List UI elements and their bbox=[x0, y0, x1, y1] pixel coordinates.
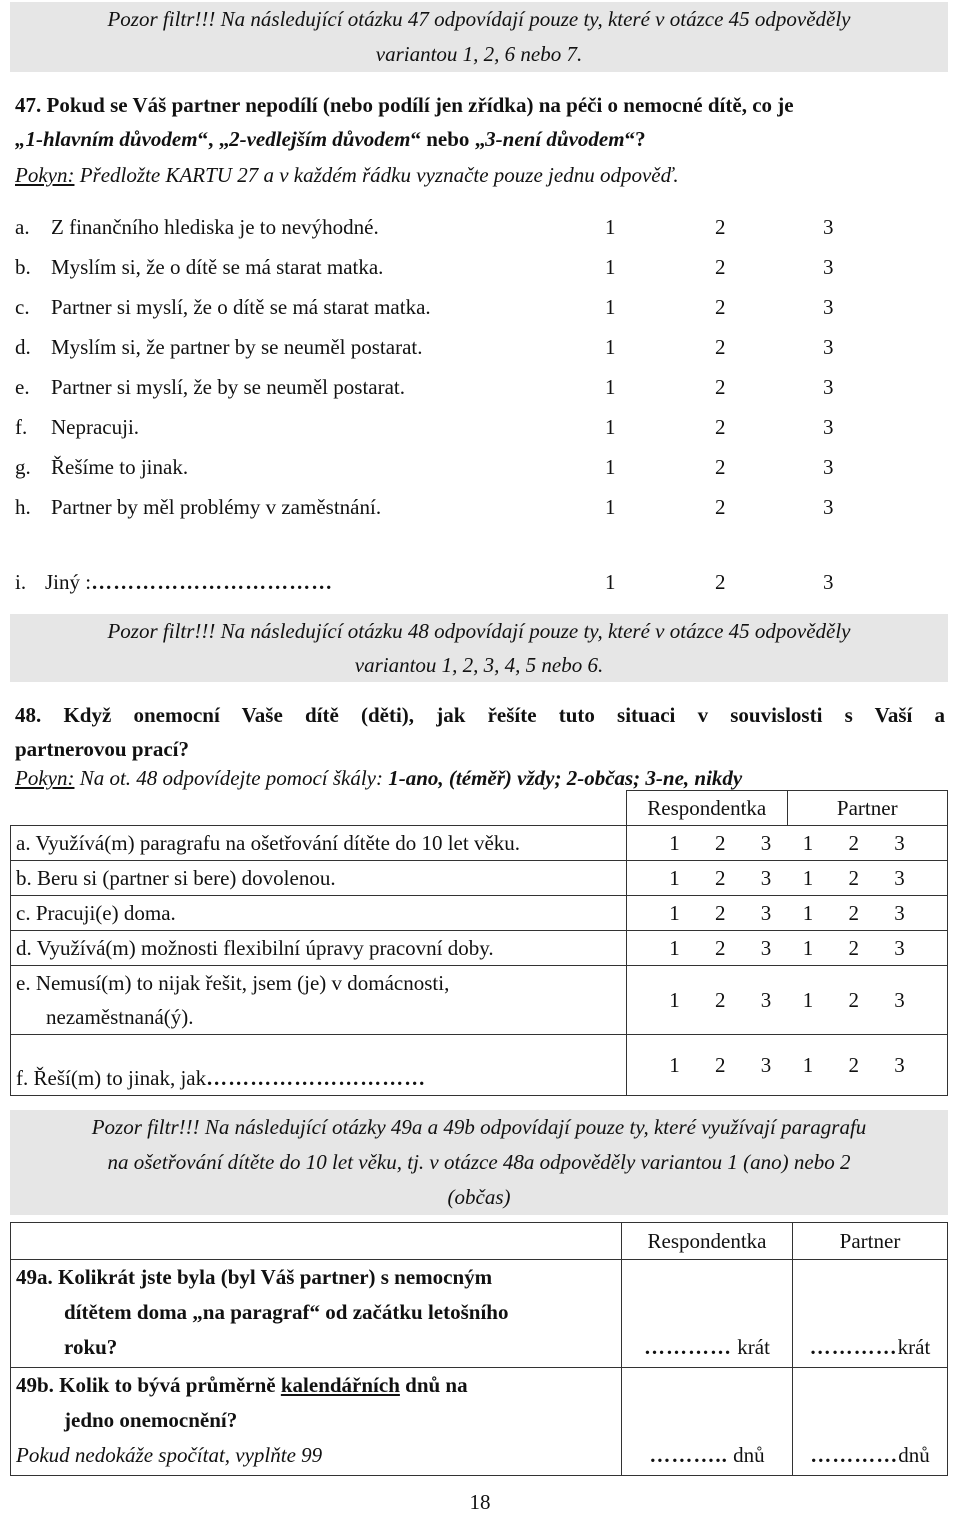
option-2[interactable]: 2 bbox=[715, 375, 726, 399]
option-1[interactable]: 1 bbox=[605, 255, 616, 279]
filter-note-49 bbox=[10, 1110, 948, 1215]
partner-options[interactable]: 1 2 3 bbox=[802, 987, 905, 1012]
table-row bbox=[11, 861, 948, 896]
question-48-instruction: Pokyn: Na ot. 48 odpovídejte pomocí škály: 1-ano, (téměř) vždy; 2-občas; 3-ne, nikdy bbox=[15, 766, 743, 790]
table-row bbox=[11, 896, 948, 931]
table-row: 49a. Kolikrát jste byla (byl Váš partner) s nemocným dítětem doma „na paragraf“ od začátku letošního roku? ………… krát …………krát bbox=[11, 1260, 948, 1368]
table-row bbox=[11, 826, 948, 861]
resp-options[interactable]: 1 2 3 bbox=[669, 1052, 772, 1077]
option-1[interactable]: 1 bbox=[605, 215, 616, 239]
option-3[interactable]: 3 bbox=[823, 455, 834, 479]
filter-line: (občas) bbox=[447, 1185, 511, 1209]
option-1[interactable]: 1 bbox=[605, 495, 616, 519]
question-text: Pokud se Váš partner nepodílí (nebo podílí jen zřídka) na péči o nemocné dítě, co je bbox=[46, 93, 794, 117]
option-2[interactable]: 2 bbox=[715, 455, 726, 479]
option-1[interactable]: 1 bbox=[605, 455, 616, 479]
answer-blank[interactable]: …………………………… bbox=[91, 570, 334, 594]
question-49a-text: 49a. Kolikrát jste byla (byl Váš partner) s nemocným bbox=[16, 1265, 493, 1289]
question-47-line1 bbox=[15, 88, 794, 122]
partner-answer-blank[interactable]: ………… bbox=[809, 1335, 898, 1359]
column-header-partner: Partner bbox=[793, 1223, 948, 1260]
option-3[interactable]: 3 bbox=[823, 215, 834, 239]
question-number: 48. bbox=[15, 703, 42, 727]
partner-options[interactable]: 1 2 3 bbox=[802, 935, 905, 960]
resp-options[interactable]: 1 2 3 bbox=[669, 987, 772, 1012]
table-header-row bbox=[11, 1223, 948, 1260]
table-row bbox=[11, 966, 948, 1035]
question-48-line2: partnerovou prací? bbox=[15, 737, 190, 761]
partner-options[interactable]: 1 2 3 bbox=[802, 830, 905, 855]
filter-line: Pozor filtr!!! Na následující otázku 48 odpovídají pouze ty, které v otázce 45 odpověděly bbox=[107, 619, 851, 643]
option-1[interactable]: 1 bbox=[605, 415, 616, 439]
option-3[interactable]: 3 bbox=[823, 335, 834, 359]
option-1[interactable]: 1 bbox=[605, 295, 616, 319]
column-header-respondentka: Respondentka bbox=[622, 1223, 793, 1260]
partner-options[interactable]: 1 2 3 bbox=[802, 865, 905, 890]
resp-options[interactable]: 1 2 3 bbox=[669, 865, 772, 890]
filter-note-47 bbox=[10, 2, 948, 72]
resp-answer-blank[interactable]: ………… bbox=[644, 1335, 733, 1359]
option-2[interactable]: 2 bbox=[715, 570, 726, 594]
option-2[interactable]: 2 bbox=[715, 335, 726, 359]
question-49-table bbox=[10, 1222, 948, 1476]
filter-line: variantou 1, 2, 6 nebo 7. bbox=[375, 42, 583, 66]
table-row bbox=[11, 1035, 948, 1096]
question-text: Když onemocní Vaše dítě (děti), jak řešíte tuto situaci v souvislosti s Vaší a bbox=[63, 703, 946, 727]
row-label: d. Využívá(m) možnosti flexibilní úpravy pracovní doby. bbox=[11, 931, 627, 966]
option-3[interactable]: 3 bbox=[823, 375, 834, 399]
list-item: e. Partner si myslí, že by se neuměl postarat. 1 2 3 bbox=[15, 367, 945, 407]
list-item: d. Myslím si, že partner by se neuměl postarat. 1 2 3 bbox=[15, 327, 945, 367]
table-row: 49b. Kolik to bývá průměrně kalendářních dnů na jedno onemocnění? Pokud nedokáže spočítat, vyplňte 99 ……….. dnů …………dnů bbox=[11, 1368, 948, 1476]
option-2[interactable]: 2 bbox=[715, 495, 726, 519]
question-49b-text: 49b. Kolik to bývá průměrně kalendářních dnů na bbox=[16, 1373, 468, 1397]
partner-options[interactable]: 1 2 3 bbox=[802, 1052, 905, 1077]
question-48-line1 bbox=[15, 698, 945, 732]
resp-options[interactable]: 1 2 3 bbox=[669, 830, 772, 855]
option-2[interactable]: 2 bbox=[715, 255, 726, 279]
option-1[interactable]: 1 bbox=[605, 570, 616, 594]
filter-line: Pozor filtr!!! Na následující otázku 47 odpovídají pouze ty, které v otázce 45 odpověděly bbox=[107, 7, 851, 31]
filter-line: variantou 1, 2, 3, 4, 5 nebo 6. bbox=[354, 653, 604, 677]
row-label: c. Pracuji(e) doma. bbox=[11, 896, 627, 931]
option-2[interactable]: 2 bbox=[715, 295, 726, 319]
question-48-table bbox=[10, 790, 948, 1096]
filter-line: Pozor filtr!!! Na následující otázky 49a a 49b odpovídají pouze ty, které využívají paragrafu bbox=[91, 1115, 867, 1139]
question-49b-instruction: Pokud nedokáže spočítat, vyplňte 99 bbox=[16, 1443, 323, 1467]
row-label: b. Beru si (partner si bere) dovolenou. bbox=[11, 861, 627, 896]
row-label: a. Využívá(m) paragrafu na ošetřování dítěte do 10 let věku. bbox=[11, 826, 627, 861]
column-header-partner: Partner bbox=[836, 796, 898, 820]
list-item: a. Z finančního hlediska je to nevýhodné. 1 2 3 bbox=[15, 207, 945, 247]
option-2[interactable]: 2 bbox=[715, 215, 726, 239]
row-label-continued: nezaměstnaná(ý). bbox=[46, 1005, 194, 1029]
option-3[interactable]: 3 bbox=[823, 415, 834, 439]
filter-line: na ošetřování dítěte do 10 let věku, tj. v otázce 48a odpověděly variantou 1 (ano) nebo 2 bbox=[107, 1150, 851, 1174]
column-header-respondentka: Respondentka bbox=[627, 791, 788, 825]
option-3[interactable]: 3 bbox=[823, 295, 834, 319]
option-1[interactable]: 1 bbox=[605, 375, 616, 399]
row-label: e. Nemusí(m) to nijak řešit, jsem (je) v domácnosti, bbox=[16, 971, 450, 995]
resp-options[interactable]: 1 2 3 bbox=[669, 900, 772, 925]
filter-note-48 bbox=[10, 614, 948, 682]
partner-answer-blank[interactable]: ………… bbox=[810, 1443, 899, 1467]
question-number: 47. bbox=[15, 93, 42, 117]
answer-blank[interactable]: ………………………… bbox=[206, 1066, 427, 1090]
partner-options[interactable]: 1 2 3 bbox=[802, 900, 905, 925]
option-3[interactable]: 3 bbox=[823, 570, 834, 594]
list-item: f. Nepracuji. 1 2 3 bbox=[15, 407, 945, 447]
row-label: f. Řeší(m) to jinak, jak bbox=[16, 1066, 207, 1090]
list-item: g. Řešíme to jinak. 1 2 3 bbox=[15, 447, 945, 487]
option-1[interactable]: 1 bbox=[605, 335, 616, 359]
question-47-line2: „1-hlavním důvodem“, „2-vedlejším důvodem“ nebo „3-není důvodem“? bbox=[15, 127, 646, 151]
list-item: i. Jiný :…………………………… 1 2 3 bbox=[15, 562, 945, 602]
table-row bbox=[11, 931, 948, 966]
resp-answer-blank[interactable]: ……….. bbox=[649, 1443, 728, 1467]
option-2[interactable]: 2 bbox=[715, 415, 726, 439]
table-header-row bbox=[11, 791, 948, 826]
option-3[interactable]: 3 bbox=[823, 495, 834, 519]
list-item: b. Myslím si, že o dítě se má starat matka. 1 2 3 bbox=[15, 247, 945, 287]
list-item: h. Partner by měl problémy v zaměstnání. 1 2 3 bbox=[15, 487, 945, 527]
list-item: c. Partner si myslí, že o dítě se má starat matka. 1 2 3 bbox=[15, 287, 945, 327]
page-number: 18 bbox=[469, 1490, 491, 1514]
resp-options[interactable]: 1 2 3 bbox=[669, 935, 772, 960]
question-47-instruction: Pokyn: Předložte KARTU 27 a v každém řádku vyznačte pouze jednu odpověď. bbox=[15, 163, 679, 187]
option-3[interactable]: 3 bbox=[823, 255, 834, 279]
